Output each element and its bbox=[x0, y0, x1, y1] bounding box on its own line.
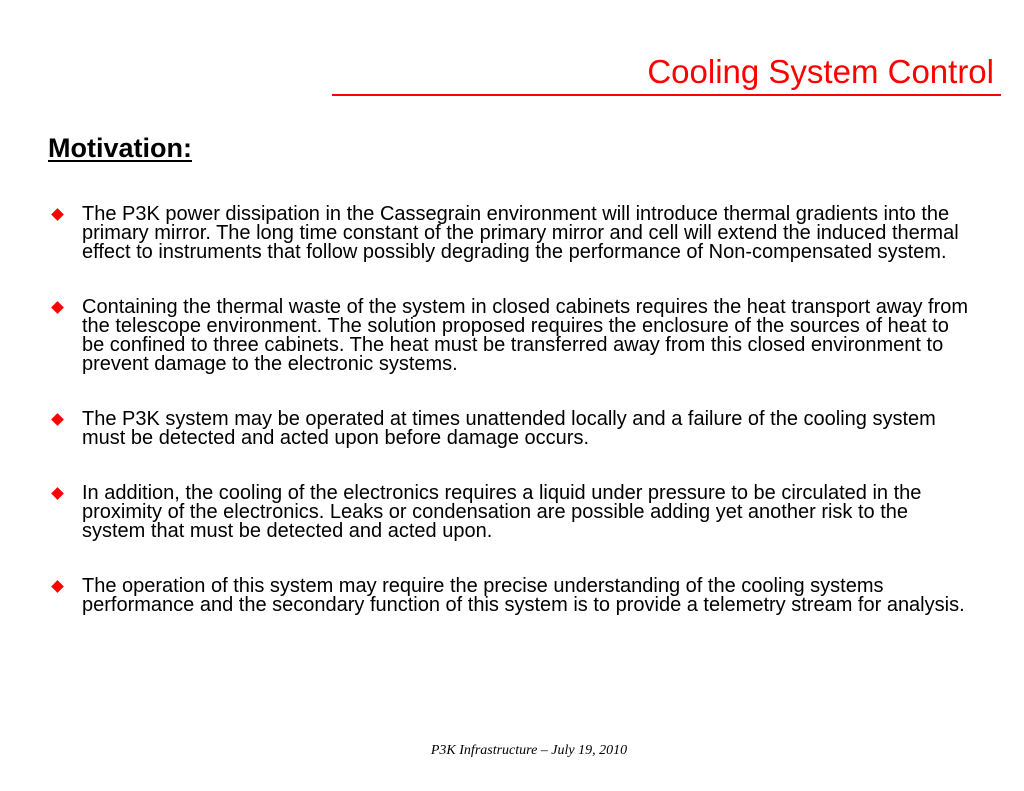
bullet-text: In addition, the cooling of the electronics requires a liquid under pressure to be circulated in the proximity of the electronics. Leaks or condensation are possible adding yet another risk to the system that must be detected and acted upon. bbox=[82, 482, 922, 542]
diamond-bullet-icon bbox=[51, 580, 64, 593]
diamond-bullet-icon bbox=[51, 487, 64, 500]
bullet-text: The P3K power dissipation in the Cassegrain environment will introduce thermal gradients into the primary mirror. The long time constant of the primary mirror and cell will extend the induced thermal effect to instruments that follow possibly degrading the performance of Non-compensated system. bbox=[82, 203, 959, 263]
slide-footer: P3K Infrastructure – July 19, 2010 bbox=[430, 743, 628, 758]
diamond-bullet-icon bbox=[51, 301, 64, 314]
bullet-item bbox=[50, 484, 970, 541]
diamond-bullet-icon bbox=[51, 208, 64, 221]
slide-title: Cooling System Control bbox=[647, 53, 994, 90]
bullet-text: The P3K system may be operated at times unattended locally and a failure of the cooling system must be detected and acted upon before damage occurs. bbox=[82, 408, 936, 449]
bullet-item bbox=[50, 410, 970, 448]
bullet-text: Containing the thermal waste of the system in closed cabinets requires the heat transport away from the telescope environment. The solution proposed requires the enclosure of the sources of heat to be confined to three cabinets. The heat must be transferred away from this closed environment to prevent damage to the electronic systems. bbox=[82, 296, 969, 375]
bullet-list bbox=[50, 205, 970, 651]
bullet-text: The operation of this system may require the precise understanding of the cooling systems performance and the secondary function of this system is to provide a telemetry stream for analysis. bbox=[82, 575, 965, 616]
section-heading: Motivation: bbox=[48, 133, 192, 163]
bullet-item bbox=[50, 205, 970, 262]
bullet-item bbox=[50, 577, 970, 615]
diamond-bullet-icon bbox=[51, 413, 64, 426]
title-underline bbox=[332, 94, 1001, 96]
bullet-item bbox=[50, 298, 970, 374]
